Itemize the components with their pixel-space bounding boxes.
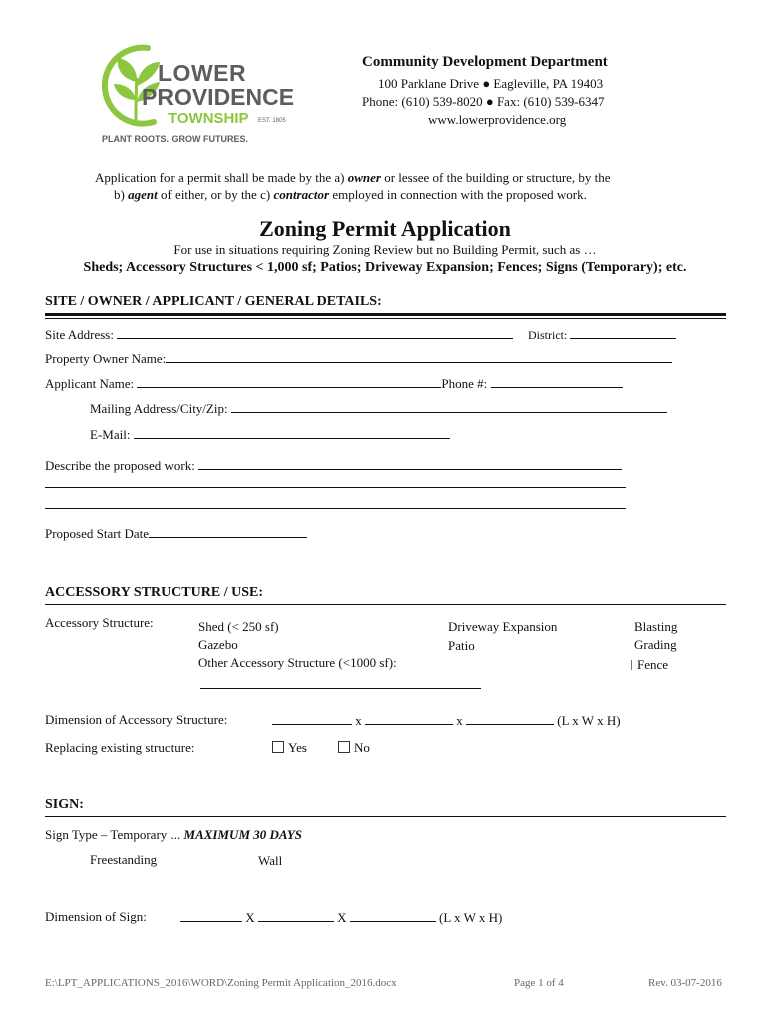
intro-line-1: Application for a permit shall be made by the a) owner or lessee of the building or structure, by the bbox=[95, 170, 611, 185]
site-heading-rule-thin bbox=[45, 318, 726, 319]
option-fence[interactable]: Fence bbox=[637, 657, 669, 672]
page-title: Zoning Permit Application bbox=[259, 216, 511, 241]
accessory-section-heading: ACCESSORY STRUCTURE / USE: bbox=[45, 585, 263, 600]
applicant-name-label: Applicant Name: bbox=[45, 376, 135, 391]
sign-type-row bbox=[45, 827, 302, 843]
township-logo bbox=[96, 42, 296, 154]
option-freestanding[interactable]: Freestanding bbox=[90, 852, 158, 867]
sign-length-field[interactable] bbox=[180, 909, 242, 922]
site-address-row bbox=[45, 326, 513, 343]
property-owner-label: Property Owner Name: bbox=[45, 351, 167, 366]
sign-dimension-units: (L x W x H) bbox=[439, 910, 503, 925]
owner-term: owner bbox=[347, 170, 381, 185]
replacing-label: Replacing existing structure: bbox=[45, 740, 195, 755]
site-heading-rule bbox=[45, 313, 726, 316]
email-label: E-Mail: bbox=[90, 427, 131, 442]
accessory-height-field[interactable] bbox=[466, 712, 554, 725]
applicant-row bbox=[45, 375, 623, 392]
department-phone: Phone: (610) 539-8020 ● Fax: (610) 539-6347 bbox=[362, 94, 605, 109]
start-date-label: Proposed Start Date bbox=[45, 526, 149, 541]
department-website: www.lowerprovidence.org bbox=[428, 112, 567, 127]
option-patio[interactable]: Patio bbox=[448, 638, 475, 653]
intro-line-2: b) agent of either, or by the c) contractor employed in connection with the proposed work. bbox=[114, 187, 587, 202]
sign-height-field[interactable] bbox=[350, 909, 436, 922]
replacing-yes-option[interactable]: Yes bbox=[272, 740, 307, 756]
mailing-label: Mailing Address/City/Zip: bbox=[90, 401, 228, 416]
sign-dimension-row: X X (L x W x H) bbox=[180, 909, 502, 926]
page-subtitle: For use in situations requiring Zoning Review but no Building Permit, such as … bbox=[173, 242, 597, 257]
describe-field-line-3[interactable] bbox=[45, 508, 626, 509]
district-field[interactable] bbox=[570, 326, 676, 339]
accessory-length-field[interactable] bbox=[272, 712, 352, 725]
sign-section-heading: SIGN: bbox=[45, 797, 84, 812]
sign-type-label: Sign Type – Temporary ... bbox=[45, 827, 184, 842]
option-grading[interactable]: Grading bbox=[634, 637, 677, 652]
logo-est: EST. 1805 bbox=[258, 118, 286, 124]
option-wall[interactable]: Wall bbox=[258, 853, 283, 868]
option-gazebo[interactable]: Gazebo bbox=[198, 637, 238, 652]
use-examples: Sheds; Accessory Structures < 1,000 sf; Patios; Driveway Expansion; Fences; Signs (Temporary); etc. bbox=[83, 260, 687, 275]
logo-line-providence: PROVIDENCE bbox=[142, 84, 295, 110]
footer-revision: Rev. 03-07-2016 bbox=[648, 977, 722, 989]
accessory-width-field[interactable] bbox=[365, 712, 453, 725]
property-owner-row bbox=[45, 350, 672, 367]
district-row bbox=[528, 326, 676, 343]
accessory-heading-rule bbox=[45, 604, 726, 605]
department-address: 100 Parklane Drive ● Eagleville, PA 19403 bbox=[378, 76, 604, 91]
replacing-no-checkbox[interactable] bbox=[338, 741, 350, 753]
logo-line-township: TOWNSHIP bbox=[168, 110, 249, 127]
site-address-field[interactable] bbox=[117, 326, 513, 339]
contractor-term: contractor bbox=[273, 187, 330, 202]
email-row bbox=[90, 426, 450, 443]
describe-field[interactable] bbox=[198, 457, 622, 470]
mailing-field[interactable] bbox=[231, 400, 667, 413]
accessory-structure-label: Accessory Structure: bbox=[45, 615, 154, 630]
property-owner-field[interactable] bbox=[166, 350, 672, 363]
sign-heading-rule bbox=[45, 816, 726, 817]
site-section-heading: SITE / OWNER / APPLICANT / GENERAL DETAILS: bbox=[45, 294, 382, 309]
start-date-row bbox=[45, 525, 307, 542]
start-date-field[interactable] bbox=[149, 525, 307, 538]
option-shed[interactable]: Shed (< 250 sf) bbox=[198, 619, 279, 634]
mailing-row bbox=[90, 400, 667, 417]
email-field[interactable] bbox=[134, 426, 450, 439]
other-accessory-field[interactable] bbox=[200, 688, 481, 689]
accessory-dimension-row: x x (L x W x H) bbox=[272, 712, 621, 729]
agent-term: agent bbox=[128, 187, 158, 202]
option-driveway[interactable]: Driveway Expansion bbox=[448, 619, 558, 634]
logo-line-lower: LOWER bbox=[158, 60, 247, 86]
footer-page-number: Page 1 of 4 bbox=[514, 977, 564, 989]
logo-tagline: PLANT ROOTS. GROW FUTURES. bbox=[102, 134, 248, 144]
describe-label: Describe the proposed work: bbox=[45, 458, 195, 473]
phone-field[interactable] bbox=[491, 375, 623, 388]
option-other-accessory[interactable]: Other Accessory Structure (<1000 sf): bbox=[198, 655, 397, 670]
option-fence-row bbox=[631, 657, 668, 673]
footer-file-path: E:\LPT_APPLICATIONS_2016\WORD\Zoning Permit Application_2016.docx bbox=[45, 977, 397, 989]
phone-label: Phone #: bbox=[441, 376, 488, 391]
sign-max-days: MAXIMUM 30 DAYS bbox=[183, 827, 303, 842]
accessory-dimension-label: Dimension of Accessory Structure: bbox=[45, 712, 228, 727]
replacing-no-option[interactable]: No bbox=[338, 740, 370, 756]
applicant-name-field[interactable] bbox=[137, 375, 441, 388]
describe-row bbox=[45, 457, 622, 474]
option-blasting[interactable]: Blasting bbox=[634, 619, 678, 634]
replacing-yes-checkbox[interactable] bbox=[272, 741, 284, 753]
describe-field-line-2[interactable] bbox=[45, 487, 626, 488]
sign-dimension-label: Dimension of Sign: bbox=[45, 909, 147, 924]
accessory-dimension-units: (L x W x H) bbox=[557, 713, 621, 728]
department-name: Community Development Department bbox=[362, 54, 608, 70]
fence-checkbox[interactable] bbox=[631, 660, 632, 670]
sign-width-field[interactable] bbox=[258, 909, 334, 922]
district-label: District: bbox=[528, 328, 568, 342]
site-address-label: Site Address: bbox=[45, 327, 114, 342]
